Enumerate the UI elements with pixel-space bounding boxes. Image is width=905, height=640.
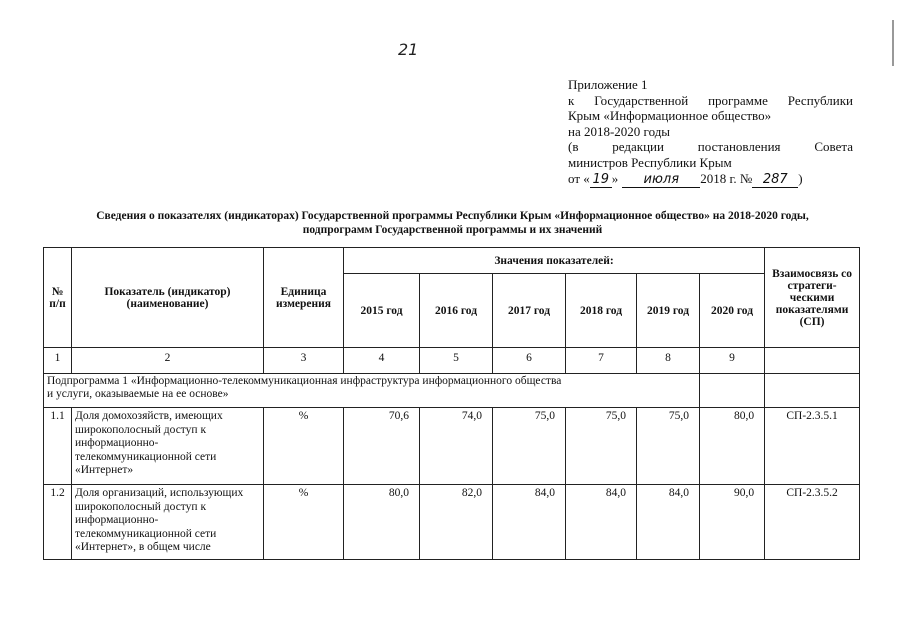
row-value: 80,0 [700, 408, 765, 485]
column-number [765, 348, 860, 374]
word: Республики [787, 92, 853, 108]
page-number: 21 [398, 40, 419, 59]
row-indicator: Доля домохозяйств, имеющих широкополосный доступ к информационно-телекоммуникационной сети «Интернет» [72, 408, 264, 485]
indicators-table [43, 247, 860, 560]
word: (в [568, 139, 579, 155]
word: Государственной [594, 92, 689, 108]
header-year: 2015 год [344, 274, 420, 348]
empty-cell [700, 374, 765, 408]
row-value: 84,0 [566, 485, 637, 560]
row-link: СП-2.3.5.1 [765, 408, 860, 485]
header-year: 2017 год [493, 274, 566, 348]
word: программе [708, 92, 768, 108]
table-row [44, 408, 860, 485]
column-number: 3 [264, 348, 344, 374]
appendix-line-edition [568, 139, 853, 155]
date-prefix: от « [568, 170, 590, 186]
column-number: 4 [344, 348, 420, 374]
word: редакции [612, 139, 664, 155]
row-value: 84,0 [493, 485, 566, 560]
appendix-line-date [568, 171, 853, 188]
header-year: 2020 год [700, 274, 765, 348]
header-unit: Единица измерения [264, 248, 344, 348]
date-quote: » [611, 170, 619, 186]
column-number: 6 [493, 348, 566, 374]
column-number: 2 [72, 348, 264, 374]
decree-number-handwritten: 287 [752, 173, 798, 188]
subprogram-title [44, 374, 700, 408]
subprogram-line-1: Подпрограмма 1 «Информационно-телекоммуникационная инфраструктура информационного общества [47, 375, 562, 387]
row-unit: % [264, 408, 344, 485]
empty-cell [765, 374, 860, 408]
appendix-header [568, 77, 853, 188]
table-header-row [44, 248, 860, 274]
row-value: 82,0 [420, 485, 493, 560]
row-num: 1.2 [44, 485, 72, 560]
row-link: СП-2.3.5.2 [765, 485, 860, 560]
header-year: 2016 год [420, 274, 493, 348]
table-row [44, 485, 860, 560]
date-month-handwritten: июля [622, 173, 700, 188]
date-suffix: ) [798, 170, 803, 186]
header-year: 2019 год [637, 274, 700, 348]
column-number: 5 [420, 348, 493, 374]
document-title [30, 209, 875, 237]
row-value: 75,0 [493, 408, 566, 485]
appendix-line-program-name: Крым «Информационное общество» [568, 108, 772, 124]
row-value: 75,0 [566, 408, 637, 485]
row-value: 84,0 [637, 485, 700, 560]
word: Совета [814, 139, 853, 155]
header-year: 2018 год [566, 274, 637, 348]
row-indicator: Доля организаций, использующих широкополосный доступ к информационно-телекоммуникационной сети «Интернет», в общем числе [72, 485, 264, 560]
column-numbers-row [44, 348, 860, 374]
word: постановления [697, 139, 781, 155]
date-day-handwritten: 19 [590, 173, 612, 188]
date-year: 2018 г. № [700, 170, 753, 186]
row-num: 1.1 [44, 408, 72, 485]
word: к [568, 92, 575, 108]
header-link: Взаимосвязь со стратеги-ческими показателями (СП) [765, 248, 860, 348]
column-number: 7 [566, 348, 637, 374]
column-number: 8 [637, 348, 700, 374]
column-number: 9 [700, 348, 765, 374]
column-number: 1 [44, 348, 72, 374]
row-value: 75,0 [637, 408, 700, 485]
row-value: 80,0 [344, 485, 420, 560]
appendix-line-years: на 2018-2020 годы [568, 123, 671, 139]
row-value: 90,0 [700, 485, 765, 560]
row-value: 74,0 [420, 408, 493, 485]
appendix-title: Приложение 1 [568, 77, 648, 92]
title-line-1: Сведения о показателях (индикаторах) Государственной программы Республики Крым «Информационное общество» на 2018-2020 годы, [96, 210, 809, 222]
row-value: 70,6 [344, 408, 420, 485]
header-num: № п/п [44, 248, 72, 348]
header-indicator: Показатель (индикатор) (наименование) [72, 248, 264, 348]
row-unit: % [264, 485, 344, 560]
subprogram-line-2: и услуги, оказываемые на ее основе» [47, 388, 229, 400]
subprogram-row [44, 374, 860, 408]
appendix-line-council: министров Республики Крым [568, 154, 732, 170]
header-values-group: Значения показателей: [344, 248, 765, 274]
appendix-line-program [568, 93, 853, 109]
scan-edge-mark [892, 20, 894, 66]
title-line-2: подпрограмм Государственной программы и их значений [302, 224, 603, 236]
